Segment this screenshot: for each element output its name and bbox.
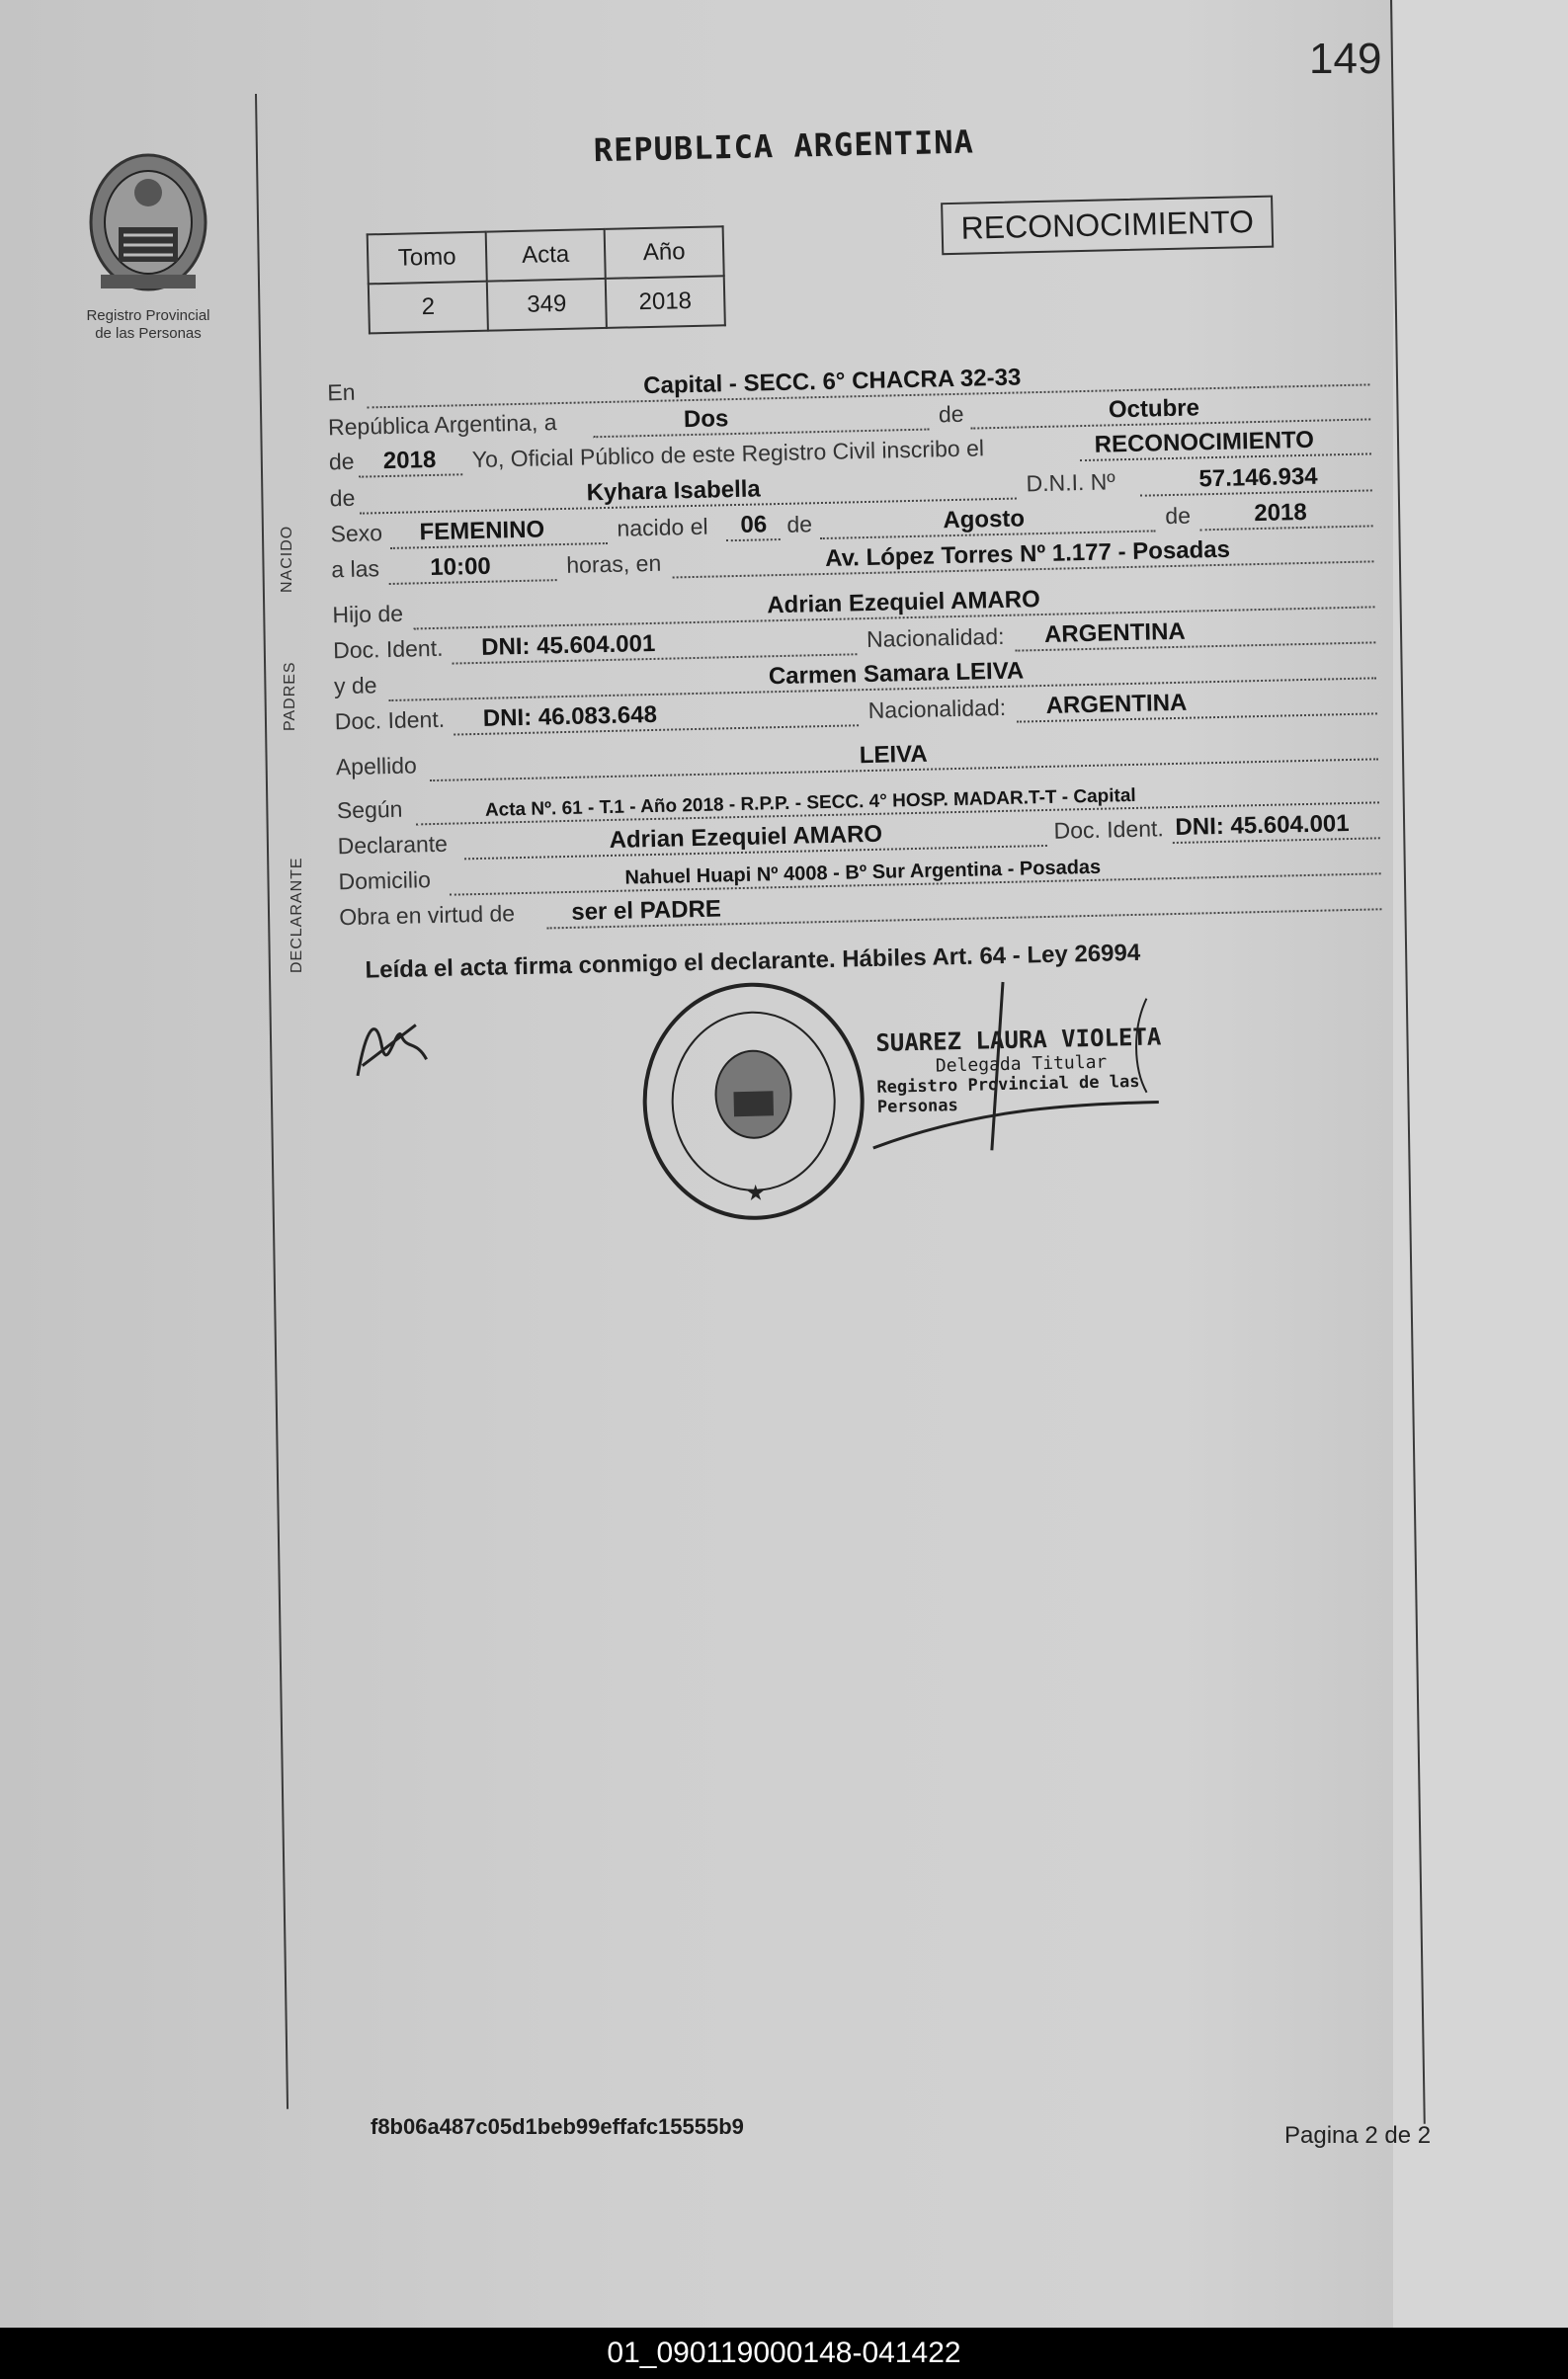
logo-caption-line1: Registro Provincial [86, 307, 210, 324]
document-hash: f8b06a487c05d1beb99effafc15555b9 [371, 2114, 744, 2139]
birth-month-value: Agosto [943, 505, 1026, 534]
de4-label: de [786, 511, 813, 537]
mother-dni-value: DNI: 46.083.648 [482, 700, 658, 732]
logo-caption [54, 307, 242, 343]
birth-day-value: 06 [740, 511, 768, 538]
table-header-acta: Acta [486, 229, 606, 282]
nacionalidad-label: Nacionalidad: [866, 622, 1005, 653]
father-name-value: Adrian Ezequiel AMARO [766, 586, 1041, 619]
hijo-label: Hijo de [332, 600, 404, 628]
place-value: Capital - SECC. 6° CHACRA 32-33 [642, 364, 1022, 400]
mother-name-value: Carmen Samara LEIVA [768, 657, 1025, 691]
page-edge [1393, 0, 1568, 2328]
republica-label: República Argentina, a [327, 409, 557, 441]
mother-nationality-value: ARGENTINA [1045, 689, 1188, 719]
father-nationality-value: ARGENTINA [1043, 617, 1186, 648]
official-title: Delegada Titular [935, 1051, 1108, 1077]
segun-label: Según [336, 795, 403, 824]
de3-label: de [329, 484, 356, 512]
official-signature [810, 968, 1170, 1174]
country-heading: REPUBLICA ARGENTINA [593, 123, 975, 170]
declarante-dni-value: DNI: 45.604.001 [1175, 810, 1350, 842]
docid-label: Doc. Ident. [332, 634, 444, 664]
child-dni-value: 57.146.934 [1198, 462, 1318, 493]
yde-label: y de [333, 672, 377, 699]
footer-id: 01_090119000148-041422 [607, 2337, 961, 2369]
official-registry: Registro Provincial de las Personas [876, 1071, 1140, 1117]
act-value: RECONOCIMIENTO [1094, 426, 1315, 458]
apellido-value: LEIVA [859, 740, 928, 770]
de2-label: de [328, 448, 355, 475]
nacionalidad2-label: Nacionalidad: [867, 694, 1007, 724]
declarante-label: Declarante [337, 830, 449, 860]
month-value: Octubre [1108, 394, 1200, 424]
official-name: SUAREZ LAURA VIOLETA [875, 1023, 1162, 1057]
dni-label: D.N.I. Nº [1026, 468, 1116, 497]
sexo-value: FEMENINO [419, 516, 545, 546]
table-cell-anio: 2018 [606, 276, 725, 328]
year-value: 2018 [382, 446, 437, 475]
birth-year-value: 2018 [1254, 498, 1307, 528]
volume-table [367, 225, 726, 334]
domicilio-value: Nahuel Huapi Nº 4008 - Bº Sur Argentina - Posadas [624, 856, 1102, 889]
hour-value: 10:00 [430, 552, 492, 582]
declarant-signature [346, 1005, 437, 1086]
yo-text: Yo, Oficial Público de este Registro Civil inscribo el [471, 435, 985, 473]
alas-label: a las [331, 555, 380, 583]
side-label-padres: PADRES [282, 661, 298, 731]
birth-place-value: Av. López Torres Nº 1.177 - Posadas [824, 535, 1231, 572]
svg-text:★: ★ [745, 1180, 766, 1205]
father-dni-value: DNI: 45.604.001 [480, 629, 656, 661]
en-label: En [327, 378, 356, 406]
sexo-label: Sexo [330, 520, 383, 547]
logo-caption-line2: de las Personas [95, 325, 202, 342]
side-label-declarante: DECLARANTE [289, 857, 305, 973]
table-header-anio: Año [605, 226, 724, 279]
horas-label: horas, en [566, 549, 662, 578]
provincial-seal-icon [79, 148, 217, 296]
child-name-value: Kyhara Isabella [586, 475, 762, 507]
obra-label: Obra en virtud de [339, 900, 516, 931]
table-cell-acta: 349 [487, 279, 607, 331]
de5-label: de [1165, 502, 1192, 530]
domicilio-label: Domicilio [338, 866, 432, 895]
table-cell-tomo: 2 [369, 282, 488, 334]
obra-value: ser el PADRE [570, 895, 722, 926]
side-label-nacido: NACIDO [279, 525, 295, 593]
closing-statement: Leída el acta firma conmigo el declarante. Hábiles Art. 64 - Ley 26994 [365, 939, 1141, 984]
registry-logo [54, 148, 242, 343]
apellido-label: Apellido [335, 752, 418, 780]
declarante-value: Adrian Ezequiel AMARO [609, 820, 883, 855]
day-value: Dos [683, 405, 729, 434]
nacido-label: nacido el [617, 513, 708, 541]
docid3-label: Doc. Ident. [1053, 815, 1165, 844]
segun-value: Acta Nº. 61 - T.1 - Año 2018 - R.P.P. - SECC. 4° HOSP. MADAR.T-T - Capital [484, 784, 1136, 821]
page-number: 149 [1309, 35, 1382, 83]
docid2-label: Doc. Ident. [334, 705, 446, 735]
de-label: de [938, 400, 964, 428]
record-type-box: RECONOCIMIENTO [941, 196, 1274, 256]
table-header-tomo: Tomo [368, 232, 487, 285]
footer-id-bar [0, 2328, 1568, 2379]
page-indicator: Pagina 2 de 2 [1284, 2122, 1432, 2149]
